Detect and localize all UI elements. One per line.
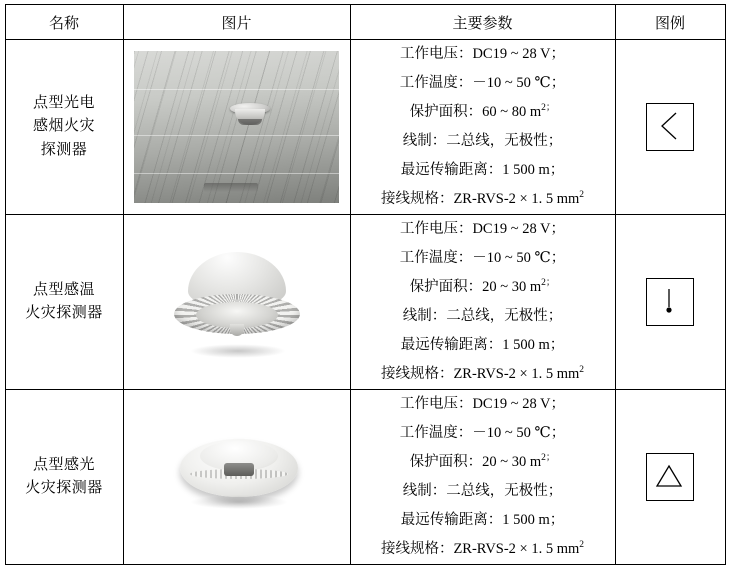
param-line bbox=[351, 535, 615, 564]
param-text: 接线规格：ZR-RVS-2 × 1. 5 mm bbox=[380, 366, 580, 382]
param-text: 工作温度：－10 ~ 50 ℃； bbox=[399, 75, 566, 91]
param-text: 线制：二总线，无极性； bbox=[402, 308, 563, 324]
param-text: 工作电压：DC19 ~ 28 V； bbox=[399, 46, 566, 62]
product-name-line: 点型光电 bbox=[32, 95, 95, 112]
table-row bbox=[5, 390, 725, 565]
product-name-line: 探测器 bbox=[40, 141, 88, 158]
param-line bbox=[351, 506, 615, 535]
column-header-parameters: 主要参数 bbox=[350, 5, 615, 40]
param-line bbox=[351, 40, 615, 69]
detector-body-illustration bbox=[174, 252, 300, 356]
table-row bbox=[5, 215, 725, 390]
table-header-row bbox=[5, 5, 725, 40]
column-header-symbol: 图例 bbox=[615, 5, 725, 40]
param-text: 工作电压：DC19 ~ 28 V； bbox=[399, 221, 566, 237]
product-name-line: 点型感光 bbox=[32, 456, 95, 473]
cell-symbol bbox=[615, 390, 725, 565]
cell-product-photo bbox=[123, 215, 350, 390]
flame-detector-symbol bbox=[646, 453, 694, 501]
param-superscript: 2 bbox=[579, 540, 585, 551]
cell-symbol bbox=[615, 215, 725, 390]
ceiling-vent-illustration bbox=[204, 183, 258, 192]
photoelectric-smoke-detector-photo bbox=[134, 51, 339, 203]
param-superscript: 2； bbox=[541, 103, 556, 114]
column-header-picture: 图片 bbox=[123, 5, 350, 40]
param-text: 工作温度：－10 ~ 50 ℃； bbox=[399, 425, 566, 441]
param-superscript: 2 bbox=[579, 365, 585, 376]
param-superscript: 2； bbox=[541, 453, 556, 464]
table-body bbox=[5, 40, 725, 565]
param-line bbox=[351, 69, 615, 98]
param-line bbox=[351, 302, 615, 331]
param-text: 保护面积：60 ~ 80 m bbox=[409, 104, 542, 120]
param-line bbox=[351, 390, 615, 419]
cell-product-name bbox=[5, 390, 123, 565]
param-line bbox=[351, 156, 615, 185]
heat-detector-photo bbox=[134, 226, 339, 378]
param-text: 工作电压：DC19 ~ 28 V； bbox=[399, 396, 566, 412]
product-name-line: 火灾探测器 bbox=[25, 305, 103, 321]
cell-parameters bbox=[350, 40, 615, 215]
param-line bbox=[351, 127, 615, 156]
table-header bbox=[5, 5, 725, 40]
product-name-line: 点型感温 bbox=[32, 281, 95, 298]
cell-product-photo bbox=[123, 390, 350, 565]
detector-body-illustration bbox=[230, 103, 270, 127]
table-row bbox=[5, 40, 725, 215]
param-line bbox=[351, 273, 615, 302]
param-text: 保护面积：20 ~ 30 m bbox=[409, 454, 542, 470]
param-superscript: 2； bbox=[541, 278, 556, 289]
cell-product-photo bbox=[123, 40, 350, 215]
param-line bbox=[351, 331, 615, 360]
param-line bbox=[351, 360, 615, 389]
param-text: 最远传输距离：1 500 m； bbox=[400, 512, 565, 528]
param-line bbox=[351, 185, 615, 214]
param-text: 最远传输距离：1 500 m； bbox=[400, 162, 565, 178]
cell-product-name bbox=[5, 215, 123, 390]
detector-body-illustration bbox=[180, 439, 298, 515]
product-name-line: 感烟火灾 bbox=[32, 118, 95, 135]
cell-parameters bbox=[350, 215, 615, 390]
param-text: 接线规格：ZR-RVS-2 × 1. 5 mm bbox=[380, 541, 580, 557]
heat-detector-symbol bbox=[646, 278, 694, 326]
param-line bbox=[351, 98, 615, 127]
param-line bbox=[351, 448, 615, 477]
cell-symbol bbox=[615, 40, 725, 215]
param-line bbox=[351, 419, 615, 448]
param-line bbox=[351, 477, 615, 506]
param-superscript: 2 bbox=[579, 190, 585, 201]
param-text: 保护面积：20 ~ 30 m bbox=[409, 279, 542, 295]
column-header-name: 名称 bbox=[5, 5, 123, 40]
document-page bbox=[0, 4, 730, 559]
param-line bbox=[351, 244, 615, 273]
param-text: 接线规格：ZR-RVS-2 × 1. 5 mm bbox=[380, 191, 580, 207]
product-name-line: 火灾探测器 bbox=[25, 480, 103, 496]
param-text: 工作温度：－10 ~ 50 ℃； bbox=[399, 250, 566, 266]
param-text: 线制：二总线，无极性； bbox=[402, 483, 563, 499]
cell-parameters bbox=[350, 390, 615, 565]
param-line bbox=[351, 215, 615, 244]
param-text: 最远传输距离：1 500 m； bbox=[400, 337, 565, 353]
param-text: 线制：二总线，无极性； bbox=[402, 133, 563, 149]
detector-spec-table bbox=[5, 4, 726, 565]
smoke-detector-symbol bbox=[646, 103, 694, 151]
cell-product-name bbox=[5, 40, 123, 215]
flame-detector-photo bbox=[134, 401, 339, 553]
